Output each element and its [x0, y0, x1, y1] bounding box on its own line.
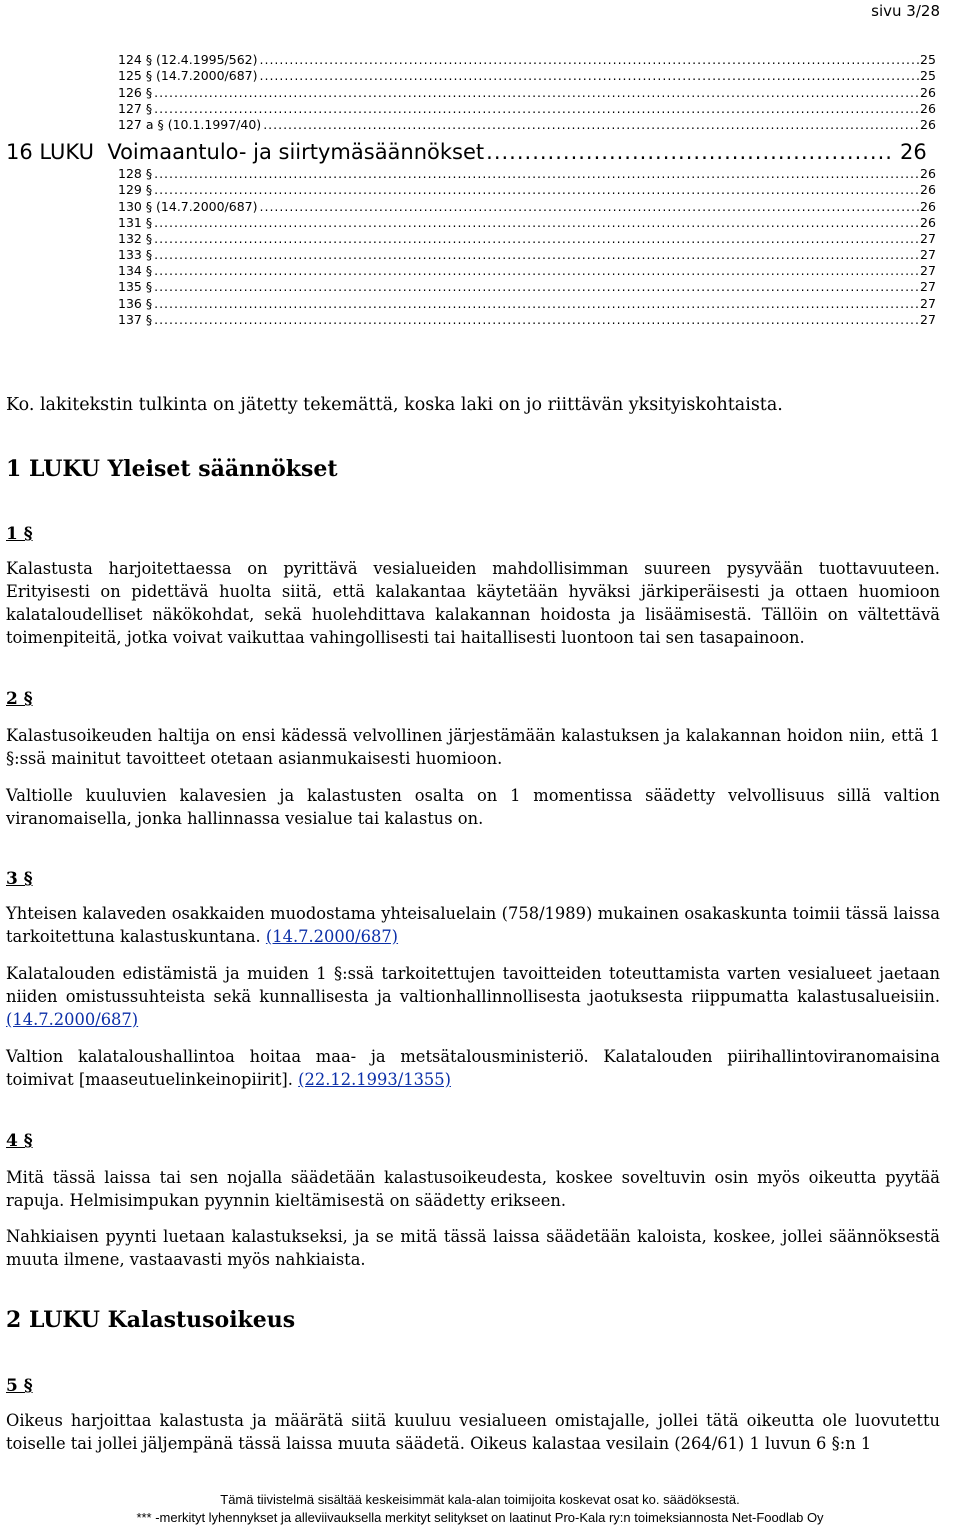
toc-entry-page: 27 — [920, 247, 936, 263]
toc-leader-dots — [154, 101, 919, 117]
toc-entry-page: 27 — [920, 295, 936, 311]
toc-chapter-page: 26 — [900, 139, 927, 164]
toc-entry-label: 133 § — [118, 247, 153, 263]
toc-leader-dots — [260, 68, 920, 84]
toc-leader-dots — [154, 231, 919, 247]
section-3-paragraph-1 — [6, 902, 940, 948]
toc-leader-dots — [260, 199, 920, 215]
toc-entry[interactable] — [0, 231, 960, 247]
footer-line-1: Tämä tiivistelmä sisältää keskeisimmät kala-alan toimijoita koskevat osat ko. säädöksestä. — [220, 1492, 740, 1507]
toc-entry-page: 27 — [920, 279, 936, 295]
toc-entry[interactable] — [0, 68, 960, 84]
toc-chapter-entry[interactable] — [0, 135, 960, 165]
toc-entry-page: 26 — [920, 198, 936, 214]
toc-entry-label: 127 a § (10.1.1997/40) — [118, 116, 262, 132]
toc-entry-page: 26 — [920, 116, 936, 132]
toc-entry[interactable] — [0, 198, 960, 214]
table-of-contents — [0, 52, 960, 328]
toc-entry-label: 134 § — [118, 263, 153, 279]
toc-entry-label: 135 § — [118, 279, 153, 295]
toc-entry-label: 137 § — [118, 311, 153, 327]
chapter-2-heading: 2 LUKU Kalastusoikeus — [6, 1307, 296, 1333]
amendment-link[interactable]: (14.7.2000/687) — [6, 1010, 139, 1029]
section-1-label[interactable]: 1 § — [6, 524, 33, 544]
toc-leader-dots — [154, 312, 919, 328]
toc-entry-page: 27 — [920, 230, 936, 246]
toc-entry-page: 26 — [920, 214, 936, 230]
toc-entry-label: 131 § — [118, 214, 153, 230]
toc-entry[interactable] — [0, 312, 960, 328]
toc-leader-dots — [154, 296, 919, 312]
page-number: sivu 3/28 — [871, 2, 940, 20]
toc-entry[interactable] — [0, 101, 960, 117]
toc-entry-page: 26 — [920, 100, 936, 116]
section-3-label[interactable]: 3 § — [6, 869, 33, 889]
toc-entry-label: 130 § (14.7.2000/687) — [118, 198, 258, 214]
toc-entry-label: 127 § — [118, 100, 153, 116]
toc-entry-page: 26 — [920, 182, 936, 198]
toc-entry-label: 124 § (12.4.1995/562) — [118, 52, 258, 68]
toc-leader-dots — [154, 182, 919, 198]
toc-leader-dots — [260, 52, 920, 68]
toc-entry-page: 26 — [920, 84, 936, 100]
toc-entry[interactable] — [0, 182, 960, 198]
toc-entry-page: 25 — [920, 68, 936, 84]
toc-entry-label: 129 § — [118, 182, 153, 198]
chapter-1-heading: 1 LUKU Yleiset säännökset — [6, 456, 338, 482]
section-5-label[interactable]: 5 § — [6, 1376, 33, 1396]
section-2-paragraph-1: Kalastusoikeuden haltija on ensi kädessä velvollinen järjestämään kalastuksen ja kalakannan hoidon niin, että 1 §:ssä mainitut tavoitteet otetaan asianmukaisesti huomioon. — [6, 726, 940, 768]
toc-leader-dots — [154, 263, 919, 279]
amendment-link[interactable]: (14.7.2000/687) — [265, 927, 399, 946]
section-2-label[interactable]: 2 § — [6, 689, 33, 709]
section-2-paragraph-2: Valtiolle kuuluvien kalavesien ja kalastusten osalta on 1 momentissa säädetty velvollisuus sillä valtion viranomaisella, jonka hallinnassa vesialue tai kalastus on. — [6, 786, 940, 828]
section-3-paragraph-2 — [6, 962, 940, 1031]
toc-entry[interactable] — [0, 166, 960, 182]
interpretation-note: Ko. lakitekstin tulkinta on jätetty tekemättä, koska laki on jo riittävän yksityiskohtaista. — [6, 395, 783, 415]
section-3-paragraph-3-text: Valtion kalataloushallintoa hoitaa maa- ja metsätalousministeriö. Kalatalouden piirihallintoviranomaisina toimivat [maaseutuelinkeinopiirit]. — [6, 1047, 940, 1089]
section-4-paragraph-2: Nahkiaisen pyynti luetaan kalastukseksi, ja se mitä tässä laissa säädetään kaloista, koskee, jollei säännöksestä muuta ilmene, vastaavasti myös nahkiaista. — [6, 1227, 940, 1269]
toc-chapter-label: 16 LUKU Voimaantulo- ja siirtymäsäännökset — [6, 139, 485, 164]
toc-leader-dots — [486, 139, 894, 165]
toc-leader-dots — [154, 215, 919, 231]
toc-entry-label: 132 § — [118, 230, 153, 246]
section-1-paragraph: Kalastusta harjoitettaessa on pyrittävä vesialueiden mahdollisimman suureen pysyvään tuottavuuteen. Erityisesti on pidettävä huolta siitä, että kalakantaa käytetään hyväksi järkiperäisesti ja ottaen huomioon kalataloudelliset näkökohdat, sekä huolehdittava kalakannan hoidosta ja lisäämisestä. Tällöin on vältettävä toimenpiteitä, jotka voivat vaikuttaa vahingollisesti tai haitallisesti luontoon tai sen tasapainoon. — [6, 559, 940, 647]
toc-entry[interactable] — [0, 84, 960, 100]
toc-entry-label: 128 § — [118, 166, 153, 182]
section-3-paragraph-2-text: Kalatalouden edistämistä ja muiden 1 §:ssä tarkoitettujen tavoitteiden toteuttamista varten vesialueet jaetaan niiden omistussuhteista sekä kunnallisesta ja valtionhallinnollisesta jaotuksesta riippumatta kalastusalueisiin. — [6, 964, 940, 1006]
section-4-paragraph-1: Mitä tässä laissa tai sen nojalla säädetään kalastusoikeudesta, koskee soveltuvin osin myös oikeutta pyytää rapuja. Helmisimpukan pyynnin kieltämisestä on säädetty erikseen. — [6, 1168, 940, 1210]
amendment-link[interactable]: (22.12.1993/1355) — [298, 1070, 451, 1089]
toc-entry-page: 25 — [920, 52, 936, 68]
section-5-paragraph: Oikeus harjoittaa kalastusta ja määrätä siitä kuuluu vesialueen omistajalle, jollei tätä oikeutta ole luovutettu toiselle tai jollei jäljempänä tässä laissa muuta säädetä. Oikeus kalastaa vesilain (264/61) 1 luvun 6 §:n 1 — [6, 1411, 940, 1453]
toc-entry[interactable] — [0, 215, 960, 231]
toc-entry[interactable] — [0, 52, 960, 68]
toc-leader-dots — [154, 166, 919, 182]
toc-entry-label: 136 § — [118, 295, 153, 311]
toc-entry-page: 27 — [920, 263, 936, 279]
toc-entry-page: 27 — [920, 311, 936, 327]
toc-leader-dots — [154, 247, 919, 263]
toc-leader-dots — [154, 279, 919, 295]
toc-entry[interactable] — [0, 117, 960, 133]
toc-entry[interactable] — [0, 295, 960, 311]
toc-entry[interactable] — [0, 279, 960, 295]
toc-leader-dots — [263, 117, 919, 133]
toc-entry-label: 126 § — [118, 84, 153, 100]
section-3-paragraph-3 — [6, 1045, 940, 1091]
toc-leader-dots — [154, 85, 919, 101]
toc-entry-page: 26 — [920, 166, 936, 182]
toc-entry-label: 125 § (14.7.2000/687) — [118, 68, 258, 84]
footer-line-2: *** -merkityt lyhennykset ja alleviivauksella merkityt selitykset on laatinut Pro-Kala ry:n toimeksiannosta Net-Foodlab Oy — [136, 1510, 824, 1525]
section-4-label[interactable]: 4 § — [6, 1131, 33, 1151]
section-3-paragraph-1-text: Yhteisen kalaveden osakkaiden muodostama yhteisaluelain (758/1989) mukainen osakaskunta toimii tässä laissa tarkoitettuna kalastuskuntana. — [6, 904, 940, 946]
toc-entry[interactable] — [0, 247, 960, 263]
toc-entry[interactable] — [0, 263, 960, 279]
